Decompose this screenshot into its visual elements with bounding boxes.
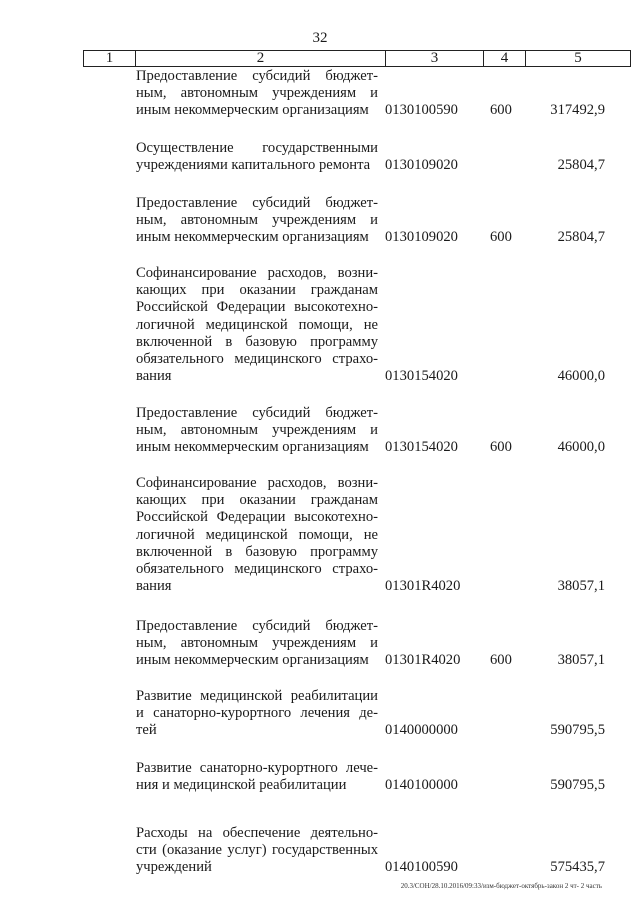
description-line: логичной медицинской помощи, не (136, 316, 378, 333)
description-line: Российской Федерации высокотехно- (136, 509, 378, 526)
description-line: ным, автономным учреждениям и (136, 635, 378, 652)
description-line: обязательного медицинского страхо- (136, 351, 378, 368)
description-line: Российской Федерации высокотехно- (136, 299, 378, 316)
footer-note: 20.3/СОН/28.10.2016/09:33/изм-бюджет-октябрь-закон 2 чт- 2 часть (400, 882, 602, 890)
row-description (136, 265, 378, 385)
column-header-5: 5 (526, 51, 631, 67)
description-line: логичной медицинской помощи, не (136, 526, 378, 543)
description-line: Развитие санаторно-курортного лече- (136, 760, 378, 776)
description-line: включенной в базовую программу (136, 333, 378, 350)
description-line: иным некоммерческим организациям (136, 439, 369, 456)
row-amount: 25804,7 (557, 157, 605, 174)
column-header-2: 2 (136, 51, 386, 67)
row-amount: 38057,1 (557, 578, 605, 595)
description-line: ным, автономным учреждениям и (136, 85, 378, 102)
description-line: Развитие медицинской реабилитации (136, 688, 378, 704)
description-line: Предоставление субсидий бюджет- (136, 68, 378, 84)
description-line: ния и медицинской реабилитации (136, 777, 347, 794)
description-line: ным, автономным учреждениям и (136, 422, 378, 439)
description-line: Осуществление государственными (136, 140, 378, 156)
description-line: Расходы на обеспечение деятельно- (136, 825, 378, 841)
row-code: 0130100590 (385, 102, 458, 119)
description-line: сти (оказание услуг) государственных (136, 842, 378, 859)
description-line: Предоставление субсидий бюджет- (136, 405, 378, 421)
row-description (136, 688, 378, 740)
row-description (136, 618, 378, 670)
description-line: учреждений (136, 859, 212, 876)
description-line: ным, автономным учреждениям и (136, 212, 378, 229)
description-line: Предоставление субсидий бюджет- (136, 195, 378, 211)
row-code: 0130109020 (385, 229, 458, 246)
row-amount: 38057,1 (557, 652, 605, 669)
description-line: обязательного медицинского страхо- (136, 561, 378, 578)
description-line: иным некоммерческим организациям (136, 652, 369, 669)
row-code: 0140000000 (385, 722, 458, 739)
column-header-4: 4 (484, 51, 526, 67)
row-code: 0140100590 (385, 859, 458, 876)
row-amount: 25804,7 (557, 229, 605, 246)
column-header-3: 3 (386, 51, 484, 67)
row-description (136, 405, 378, 457)
row-expense-type: 600 (490, 652, 512, 669)
row-expense-type: 600 (490, 229, 512, 246)
row-amount: 317492,9 (550, 102, 605, 119)
column-header-table (83, 50, 631, 67)
row-expense-type: 600 (490, 439, 512, 456)
description-line: учреждениями капитального ремонта (136, 157, 371, 174)
row-expense-type: 600 (490, 102, 512, 119)
page-number: 32 (312, 30, 328, 46)
row-code: 01301R4020 (385, 652, 461, 669)
row-code: 0130154020 (385, 439, 458, 456)
row-amount: 46000,0 (557, 368, 605, 385)
description-line: иным некоммерческим организациям (136, 229, 369, 246)
description-line: иным некоммерческим организациям (136, 102, 369, 119)
row-amount: 590795,5 (550, 777, 605, 794)
description-line: включенной в базовую программу (136, 543, 378, 560)
row-description (136, 825, 378, 877)
description-line: кающих при оказании гражданам (136, 282, 378, 299)
row-amount: 590795,5 (550, 722, 605, 739)
description-line: Софинансирование расходов, возни- (136, 475, 378, 491)
row-description (136, 68, 378, 120)
row-description (136, 195, 378, 247)
description-line: вания (136, 368, 172, 385)
row-description (136, 760, 378, 794)
description-line: Предоставление субсидий бюджет- (136, 618, 378, 634)
row-amount: 575435,7 (550, 859, 605, 876)
description-line: Софинансирование расходов, возни- (136, 265, 378, 281)
description-line: кающих при оказании гражданам (136, 492, 378, 509)
row-code: 0130154020 (385, 368, 458, 385)
row-code: 0140100000 (385, 777, 458, 794)
description-line: вания (136, 578, 172, 595)
column-header-1: 1 (84, 51, 136, 67)
row-code: 0130109020 (385, 157, 458, 174)
row-description (136, 475, 378, 595)
row-amount: 46000,0 (557, 439, 605, 456)
row-code: 01301R4020 (385, 578, 461, 595)
description-line: и санаторно-курортного лечения де- (136, 705, 378, 722)
row-description (136, 140, 378, 174)
description-line: тей (136, 722, 157, 739)
